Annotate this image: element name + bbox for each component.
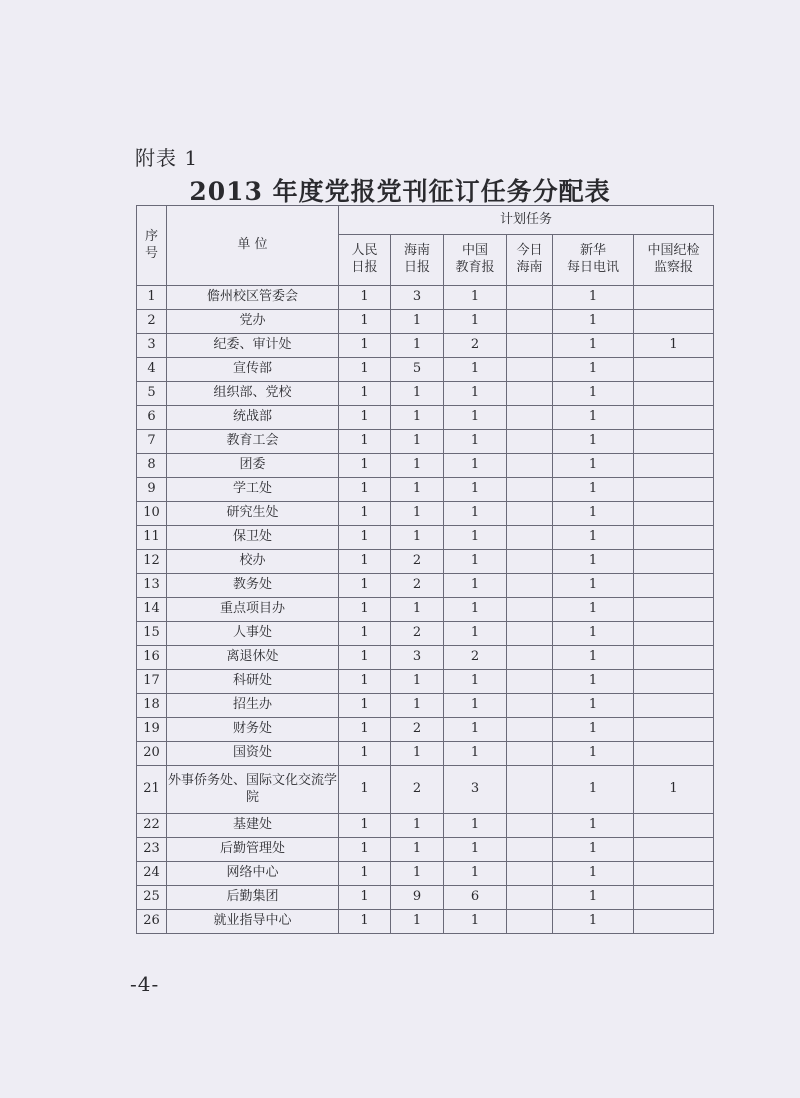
cell-seq: 24 — [137, 862, 167, 886]
cell-unit: 后勤集团 — [167, 886, 339, 910]
header-seq — [137, 206, 167, 286]
cell-count: 1 — [553, 646, 634, 670]
cell-unit: 后勤管理处 — [167, 838, 339, 862]
cell-count: 1 — [391, 382, 444, 406]
cell-count: 1 — [553, 598, 634, 622]
cell-count — [507, 502, 553, 526]
cell-unit: 外事侨务处、国际文化交流学院 — [167, 766, 339, 814]
cell-seq: 14 — [137, 598, 167, 622]
table-row — [137, 694, 714, 718]
cell-count: 1 — [339, 550, 391, 574]
cell-seq: 18 — [137, 694, 167, 718]
document-title: 2013 年度党报党刊征订任务分配表 — [189, 177, 611, 206]
cell-count: 1 — [339, 886, 391, 910]
cell-seq: 22 — [137, 814, 167, 838]
table-row — [137, 814, 714, 838]
cell-count — [507, 646, 553, 670]
cell-unit: 校办 — [167, 550, 339, 574]
cell-count: 9 — [391, 886, 444, 910]
table-row — [137, 406, 714, 430]
cell-unit: 离退休处 — [167, 646, 339, 670]
cell-count: 1 — [339, 502, 391, 526]
cell-count: 1 — [553, 766, 634, 814]
cell-count: 1 — [634, 766, 714, 814]
cell-count: 1 — [391, 478, 444, 502]
cell-seq: 7 — [137, 430, 167, 454]
cell-count: 2 — [391, 718, 444, 742]
cell-count: 1 — [553, 286, 634, 310]
cell-count: 1 — [444, 574, 507, 598]
cell-count: 1 — [391, 670, 444, 694]
cell-count: 5 — [391, 358, 444, 382]
cell-count: 1 — [391, 334, 444, 358]
cell-count — [507, 454, 553, 478]
cell-count — [507, 526, 553, 550]
cell-count: 3 — [444, 766, 507, 814]
cell-count: 1 — [391, 694, 444, 718]
cell-seq: 15 — [137, 622, 167, 646]
cell-count: 1 — [391, 814, 444, 838]
cell-count: 1 — [444, 382, 507, 406]
table-row — [137, 718, 714, 742]
table-row — [137, 574, 714, 598]
cell-count: 1 — [553, 406, 634, 430]
cell-count — [634, 646, 714, 670]
table-row — [137, 334, 714, 358]
cell-count — [507, 862, 553, 886]
cell-count: 1 — [339, 862, 391, 886]
cell-count: 1 — [553, 718, 634, 742]
cell-count: 2 — [444, 334, 507, 358]
cell-seq: 25 — [137, 886, 167, 910]
cell-count: 1 — [339, 454, 391, 478]
cell-count: 3 — [391, 646, 444, 670]
cell-count: 1 — [339, 574, 391, 598]
cell-count — [507, 766, 553, 814]
cell-count — [507, 478, 553, 502]
cell-count — [507, 598, 553, 622]
cell-count: 1 — [444, 622, 507, 646]
table-row — [137, 766, 714, 814]
cell-count: 1 — [553, 838, 634, 862]
header-unit: 单 位 — [167, 206, 339, 286]
cell-unit: 国资处 — [167, 742, 339, 766]
cell-count — [634, 910, 714, 934]
cell-count — [507, 886, 553, 910]
cell-count — [507, 694, 553, 718]
cell-count — [634, 622, 714, 646]
cell-seq: 2 — [137, 310, 167, 334]
cell-count: 1 — [391, 862, 444, 886]
cell-count: 1 — [444, 814, 507, 838]
cell-count — [507, 406, 553, 430]
cell-count: 1 — [444, 550, 507, 574]
cell-count: 1 — [553, 622, 634, 646]
cell-count: 1 — [339, 406, 391, 430]
cell-seq: 13 — [137, 574, 167, 598]
cell-count — [507, 814, 553, 838]
cell-count: 1 — [391, 406, 444, 430]
cell-count: 1 — [553, 574, 634, 598]
header-paper-renmin: 人民 日报 — [339, 235, 391, 286]
cell-count — [507, 358, 553, 382]
table-row — [137, 478, 714, 502]
cell-count — [634, 694, 714, 718]
cell-count — [634, 454, 714, 478]
cell-count: 1 — [391, 454, 444, 478]
cell-unit: 宣传部 — [167, 358, 339, 382]
header-plan: 计划任务 — [339, 206, 714, 235]
cell-count — [634, 502, 714, 526]
cell-count: 1 — [553, 310, 634, 334]
cell-count: 1 — [553, 694, 634, 718]
header-paper-education: 中国 教育报 — [444, 235, 507, 286]
table-row — [137, 502, 714, 526]
cell-count: 1 — [553, 526, 634, 550]
table-row — [137, 598, 714, 622]
cell-count: 2 — [444, 646, 507, 670]
cell-count: 1 — [553, 886, 634, 910]
cell-count: 1 — [339, 622, 391, 646]
cell-count: 1 — [339, 814, 391, 838]
table-row — [137, 838, 714, 862]
cell-count: 1 — [553, 814, 634, 838]
cell-count: 1 — [553, 502, 634, 526]
cell-unit: 儋州校区管委会 — [167, 286, 339, 310]
cell-count: 1 — [391, 598, 444, 622]
cell-seq: 11 — [137, 526, 167, 550]
cell-count: 1 — [553, 670, 634, 694]
cell-count: 1 — [634, 334, 714, 358]
cell-seq: 10 — [137, 502, 167, 526]
cell-unit: 基建处 — [167, 814, 339, 838]
cell-count: 3 — [391, 286, 444, 310]
cell-unit: 招生办 — [167, 694, 339, 718]
cell-count — [507, 838, 553, 862]
cell-count: 1 — [444, 406, 507, 430]
cell-count: 1 — [339, 670, 391, 694]
cell-count — [507, 334, 553, 358]
cell-count: 1 — [444, 310, 507, 334]
header-paper-xinhua: 新华 每日电讯 — [553, 235, 634, 286]
table-row — [137, 742, 714, 766]
cell-seq: 12 — [137, 550, 167, 574]
cell-count — [634, 742, 714, 766]
cell-seq: 5 — [137, 382, 167, 406]
table-row — [137, 382, 714, 406]
table-row — [137, 670, 714, 694]
cell-count: 2 — [391, 622, 444, 646]
cell-count: 1 — [339, 430, 391, 454]
cell-count — [634, 886, 714, 910]
cell-count: 1 — [339, 358, 391, 382]
table-row — [137, 646, 714, 670]
table-row — [137, 454, 714, 478]
cell-count — [634, 574, 714, 598]
cell-count — [634, 310, 714, 334]
table-row — [137, 358, 714, 382]
cell-count: 1 — [444, 478, 507, 502]
cell-count: 1 — [444, 862, 507, 886]
table-row — [137, 286, 714, 310]
cell-seq: 26 — [137, 910, 167, 934]
cell-unit: 保卫处 — [167, 526, 339, 550]
cell-unit: 纪委、审计处 — [167, 334, 339, 358]
cell-unit: 教务处 — [167, 574, 339, 598]
cell-count — [634, 358, 714, 382]
table-row — [137, 526, 714, 550]
cell-count: 1 — [339, 478, 391, 502]
cell-count: 1 — [444, 286, 507, 310]
cell-seq: 1 — [137, 286, 167, 310]
cell-seq: 19 — [137, 718, 167, 742]
cell-count: 1 — [553, 910, 634, 934]
page-number: -4- — [130, 972, 160, 996]
cell-count: 1 — [553, 334, 634, 358]
cell-count: 1 — [339, 382, 391, 406]
cell-unit: 团委 — [167, 454, 339, 478]
cell-count — [507, 550, 553, 574]
cell-unit: 就业指导中心 — [167, 910, 339, 934]
header-paper-hainan: 海南 日报 — [391, 235, 444, 286]
cell-count: 1 — [339, 838, 391, 862]
cell-count — [634, 382, 714, 406]
cell-count — [507, 742, 553, 766]
cell-count: 2 — [391, 766, 444, 814]
cell-count: 1 — [444, 838, 507, 862]
header-seq-text: 序号 — [144, 228, 158, 262]
cell-count: 2 — [391, 550, 444, 574]
cell-count: 1 — [444, 742, 507, 766]
table-row — [137, 862, 714, 886]
cell-unit: 网络中心 — [167, 862, 339, 886]
cell-count: 1 — [444, 670, 507, 694]
header-paper-today-hainan: 今日 海南 — [507, 235, 553, 286]
cell-unit: 科研处 — [167, 670, 339, 694]
cell-count: 1 — [391, 910, 444, 934]
cell-count: 1 — [339, 742, 391, 766]
cell-unit: 党办 — [167, 310, 339, 334]
task-allocation-table — [136, 205, 714, 934]
cell-unit: 统战部 — [167, 406, 339, 430]
cell-count: 1 — [391, 310, 444, 334]
cell-unit: 教育工会 — [167, 430, 339, 454]
cell-seq: 8 — [137, 454, 167, 478]
cell-seq: 4 — [137, 358, 167, 382]
cell-count — [507, 382, 553, 406]
cell-count: 1 — [339, 694, 391, 718]
appendix-label: 附表 1 — [135, 146, 199, 170]
cell-count: 1 — [444, 694, 507, 718]
cell-count — [634, 430, 714, 454]
cell-count: 1 — [444, 526, 507, 550]
table-row — [137, 550, 714, 574]
cell-count: 1 — [391, 502, 444, 526]
cell-count: 1 — [339, 646, 391, 670]
cell-count: 1 — [391, 838, 444, 862]
cell-count: 1 — [553, 382, 634, 406]
cell-count: 1 — [339, 766, 391, 814]
cell-count: 1 — [391, 430, 444, 454]
cell-count — [507, 910, 553, 934]
cell-count: 1 — [553, 454, 634, 478]
cell-count — [507, 574, 553, 598]
cell-count — [634, 718, 714, 742]
cell-count — [634, 670, 714, 694]
table-body — [137, 286, 714, 934]
cell-unit: 学工处 — [167, 478, 339, 502]
cell-count: 1 — [444, 358, 507, 382]
cell-count: 1 — [444, 502, 507, 526]
cell-count: 1 — [444, 598, 507, 622]
cell-unit: 组织部、党校 — [167, 382, 339, 406]
cell-count: 6 — [444, 886, 507, 910]
cell-count — [634, 406, 714, 430]
cell-count — [634, 286, 714, 310]
cell-seq: 9 — [137, 478, 167, 502]
cell-count — [634, 814, 714, 838]
cell-count — [634, 598, 714, 622]
cell-seq: 16 — [137, 646, 167, 670]
cell-seq: 6 — [137, 406, 167, 430]
table-row — [137, 886, 714, 910]
table-row — [137, 910, 714, 934]
cell-count: 1 — [553, 478, 634, 502]
cell-unit: 人事处 — [167, 622, 339, 646]
cell-count: 1 — [553, 862, 634, 886]
cell-count: 1 — [339, 910, 391, 934]
cell-count: 1 — [339, 310, 391, 334]
cell-count — [634, 526, 714, 550]
cell-count: 1 — [444, 718, 507, 742]
cell-count — [507, 430, 553, 454]
cell-count — [634, 838, 714, 862]
cell-count: 1 — [339, 286, 391, 310]
cell-count — [634, 550, 714, 574]
cell-count: 1 — [553, 430, 634, 454]
cell-count: 1 — [391, 742, 444, 766]
cell-unit: 重点项目办 — [167, 598, 339, 622]
cell-count — [634, 862, 714, 886]
cell-count — [507, 622, 553, 646]
cell-count — [634, 478, 714, 502]
cell-seq: 21 — [137, 766, 167, 814]
table-row — [137, 622, 714, 646]
table-row — [137, 310, 714, 334]
cell-seq: 20 — [137, 742, 167, 766]
cell-count: 1 — [339, 718, 391, 742]
header-paper-jijian: 中国纪检 监察报 — [634, 235, 714, 286]
cell-count: 1 — [391, 526, 444, 550]
cell-count: 1 — [339, 598, 391, 622]
cell-count: 1 — [444, 430, 507, 454]
cell-count: 1 — [553, 550, 634, 574]
cell-unit: 研究生处 — [167, 502, 339, 526]
cell-count: 1 — [444, 454, 507, 478]
cell-seq: 3 — [137, 334, 167, 358]
cell-count: 1 — [339, 334, 391, 358]
table-row — [137, 430, 714, 454]
cell-seq: 23 — [137, 838, 167, 862]
cell-count — [507, 718, 553, 742]
cell-count: 2 — [391, 574, 444, 598]
cell-count — [507, 310, 553, 334]
cell-seq: 17 — [137, 670, 167, 694]
cell-count — [507, 670, 553, 694]
cell-count: 1 — [339, 526, 391, 550]
cell-count: 1 — [444, 910, 507, 934]
cell-count: 1 — [553, 742, 634, 766]
cell-count — [507, 286, 553, 310]
cell-count: 1 — [553, 358, 634, 382]
cell-unit: 财务处 — [167, 718, 339, 742]
